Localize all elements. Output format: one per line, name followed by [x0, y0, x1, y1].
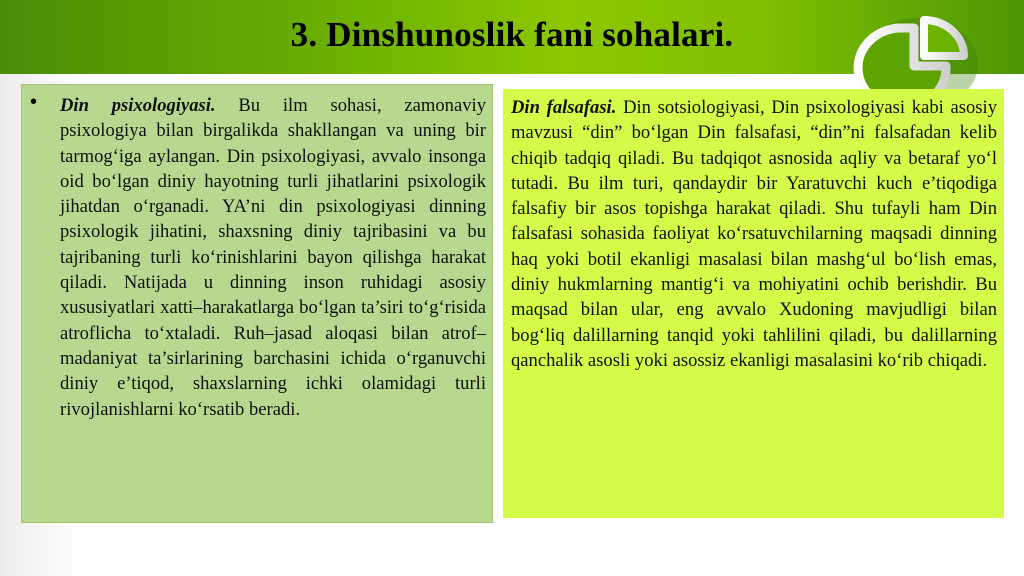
psychology-lead: Din psixologiyasi.	[60, 95, 216, 116]
pie-chart-icon	[840, 8, 980, 90]
philosophy-lead: Din falsafasi.	[511, 97, 617, 118]
philosophy-of-religion-box	[503, 89, 1004, 518]
psychology-of-religion-box	[21, 84, 493, 523]
philosophy-paragraph	[511, 95, 997, 373]
bullet-marker: •	[30, 91, 38, 113]
psychology-paragraph	[60, 93, 486, 422]
philosophy-body: Din sotsiologiyasi, Din psixologiyasi kabi asosiy mavzusi “din” bo‘lgan Din falsafasi, “din”ni falsafadan kelib chiqib tadqiq qiladi. Bu tadqiqot asnosida aqliy va betaraf yo‘l tutadi. Bu ilm turi, qandaydir bir Yaratuvchi kuch e’tiqodiga falsafiy bir asos topishga harakat qiladi. Shu tufayli ham Din falsafasi sohasida faoliyat ko‘rsatuvchilarning maqsadi dinning haq yoki botil ekanligi masalasi bilan mashg‘ul bo‘lish emas, diniy hukmlarning mantig‘i va mohiyatini ochib berishdir. Bu maqsad bilan ular, eng avvalo Xudoning mavjudligi bilan bog‘liq dalillarning tanqid yoki tahlilini qiladi, bu dalillarning qanchalik asosli yoki asossiz ekanligi masalasini ko‘rib chiqadi.	[511, 97, 997, 371]
slide-title-text: 3. Dinshunoslik fani sohalari.	[290, 15, 734, 54]
psychology-body: Bu ilm sohasi, zamonaviy psixologiya bilan birgalikda shakllangan va uning bir tarmog‘iga aylangan. Din psixologiyasi, avvalo insonga oid bo‘lgan diniy hayotning turli jihatlarini psixologik jihatdan o‘rganadi. YA’ni din psixologiyasi dinning psixologik jihatini, shaxsning diniy tajribasini va bu tajribaning turli ko‘rinishlarini bayon qilishga harakat qiladi. Natijada u dinning inson ruhidagi asosiy xususiyatlari xatti–harakatlarga bo‘lgan ta’siri to‘g‘risida atroflicha to‘xtaladi. Ruh–jasad aloqasi bilan atrof–madaniyat ta’sirlarining barchasini ichida o‘rganuvchi diniy e’tiqod, shaxslarning ichki olamidagi turli rivojlanishlarni ko‘rsatib beradi.	[60, 95, 486, 420]
